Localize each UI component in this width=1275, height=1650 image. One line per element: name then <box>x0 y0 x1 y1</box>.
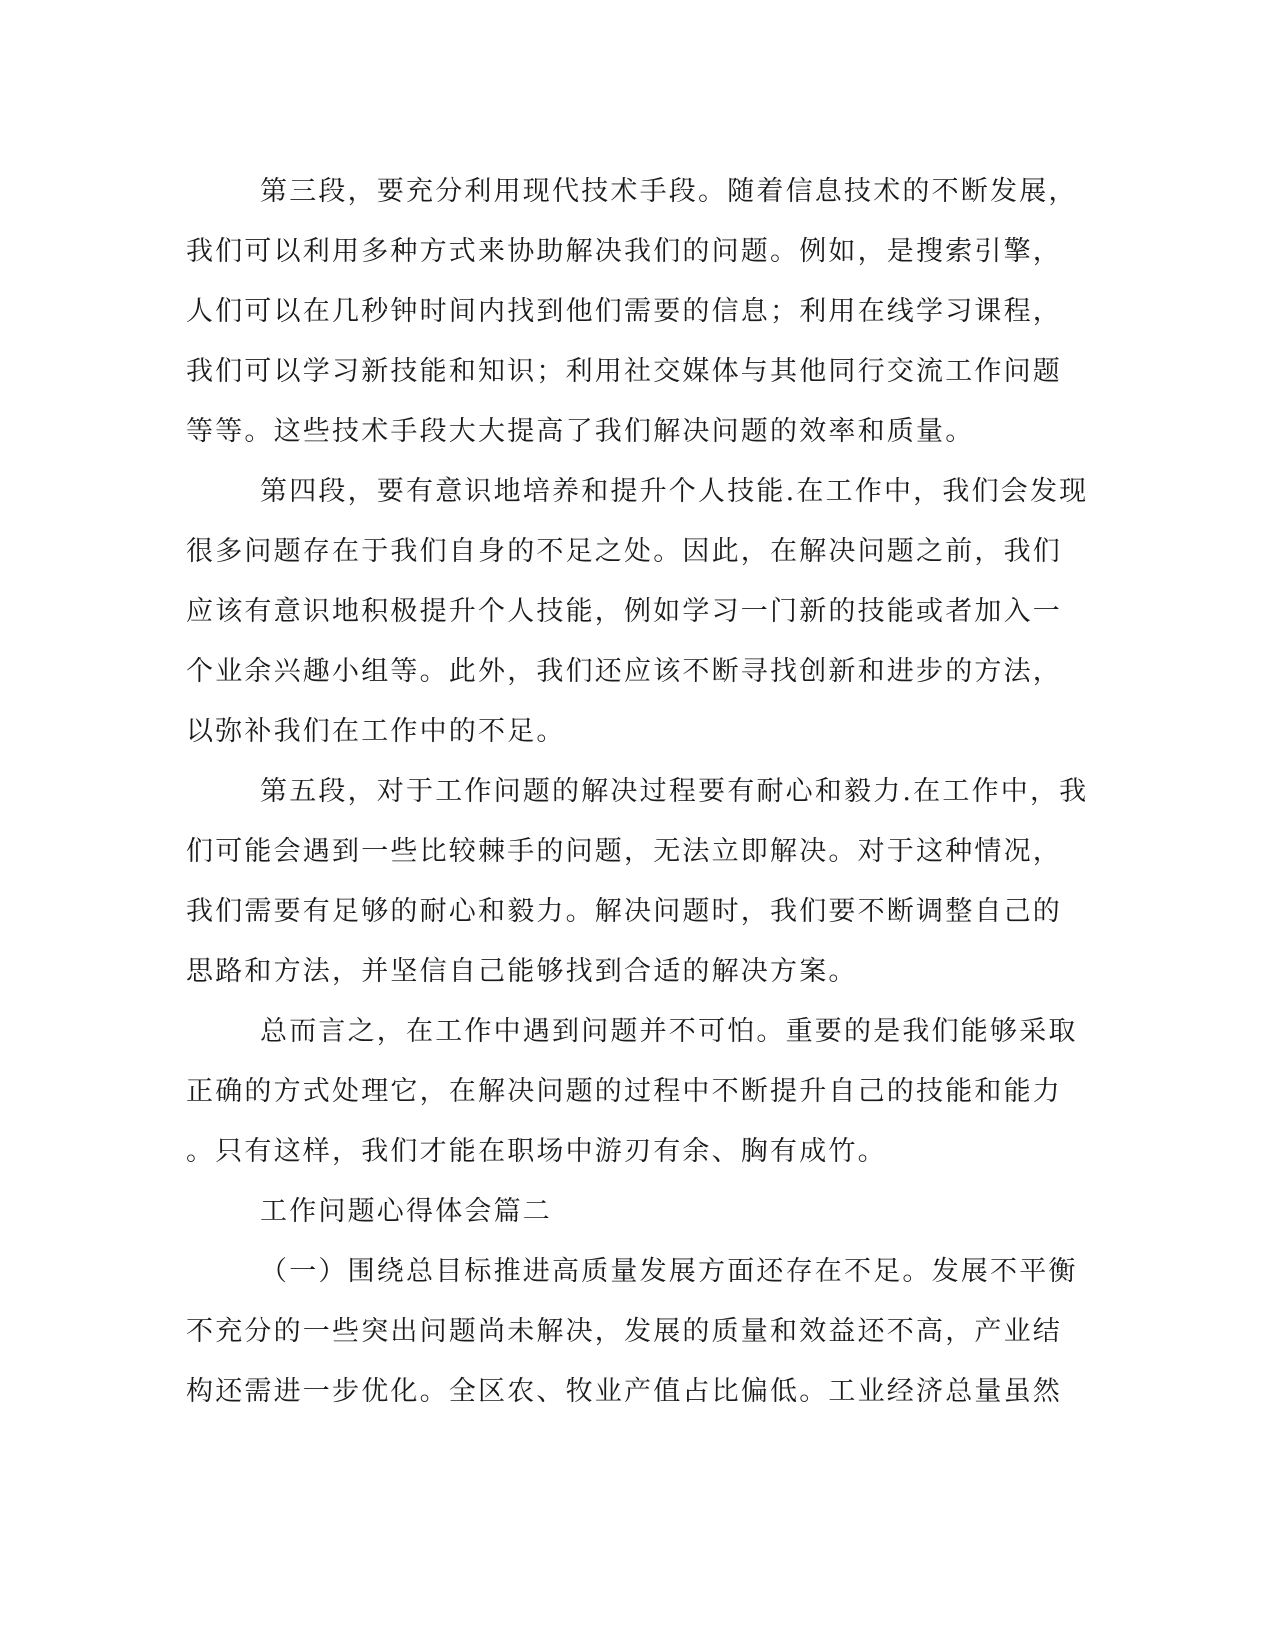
text-line: 第四段，要有意识地培养和提升个人技能.在工作中，我们会发现 <box>260 476 1089 507</box>
body-text <box>186 162 1089 1422</box>
text-line: 们可能会遇到一些比较棘手的问题，无法立即解决。对于这种情况， <box>186 836 1062 867</box>
text-line: 。只有这样，我们才能在职场中游刃有余、胸有成竹。 <box>186 1136 887 1167</box>
text-line: 第五段，对于工作问题的解决过程要有耐心和毅力.在工作中，我 <box>260 776 1089 807</box>
section-heading: 工作问题心得体会篇二 <box>260 1196 552 1227</box>
text-line: 人们可以在几秒钟时间内找到他们需要的信息；利用在线学习课程， <box>186 296 1062 327</box>
text-line: 应该有意识地积极提升个人技能，例如学习一门新的技能或者加入一 <box>186 596 1062 627</box>
text-line: 等等。这些技术手段大大提高了我们解决问题的效率和质量。 <box>186 416 975 447</box>
text-line: 思路和方法，并坚信自己能够找到合适的解决方案。 <box>186 956 858 987</box>
text-line: 不充分的一些突出问题尚未解决，发展的质量和效益还不高，产业结 <box>186 1316 1062 1347</box>
text-line: 正确的方式处理它，在解决问题的过程中不断提升自己的技能和能力 <box>186 1076 1062 1107</box>
text-line: 我们需要有足够的耐心和毅力。解决问题时，我们要不断调整自己的 <box>186 896 1062 927</box>
text-line: （一）围绕总目标推进高质量发展方面还存在不足。发展不平衡 <box>260 1256 1078 1287</box>
text-line: 很多问题存在于我们自身的不足之处。因此，在解决问题之前，我们 <box>186 536 1062 567</box>
text-line: 总而言之，在工作中遇到问题并不可怕。重要的是我们能够采取 <box>260 1016 1078 1047</box>
text-line: 第三段，要充分利用现代技术手段。随着信息技术的不断发展， <box>260 176 1078 207</box>
text-line: 以弥补我们在工作中的不足。 <box>186 716 566 747</box>
text-line: 构还需进一步优化。全区农、牧业产值占比偏低。工业经济总量虽然 <box>186 1376 1062 1407</box>
text-line: 我们可以学习新技能和知识；利用社交媒体与其他同行交流工作问题 <box>186 356 1062 387</box>
text-line: 我们可以利用多种方式来协助解决我们的问题。例如，是搜索引擎， <box>186 236 1062 267</box>
text-line: 个业余兴趣小组等。此外，我们还应该不断寻找创新和进步的方法， <box>186 656 1062 687</box>
